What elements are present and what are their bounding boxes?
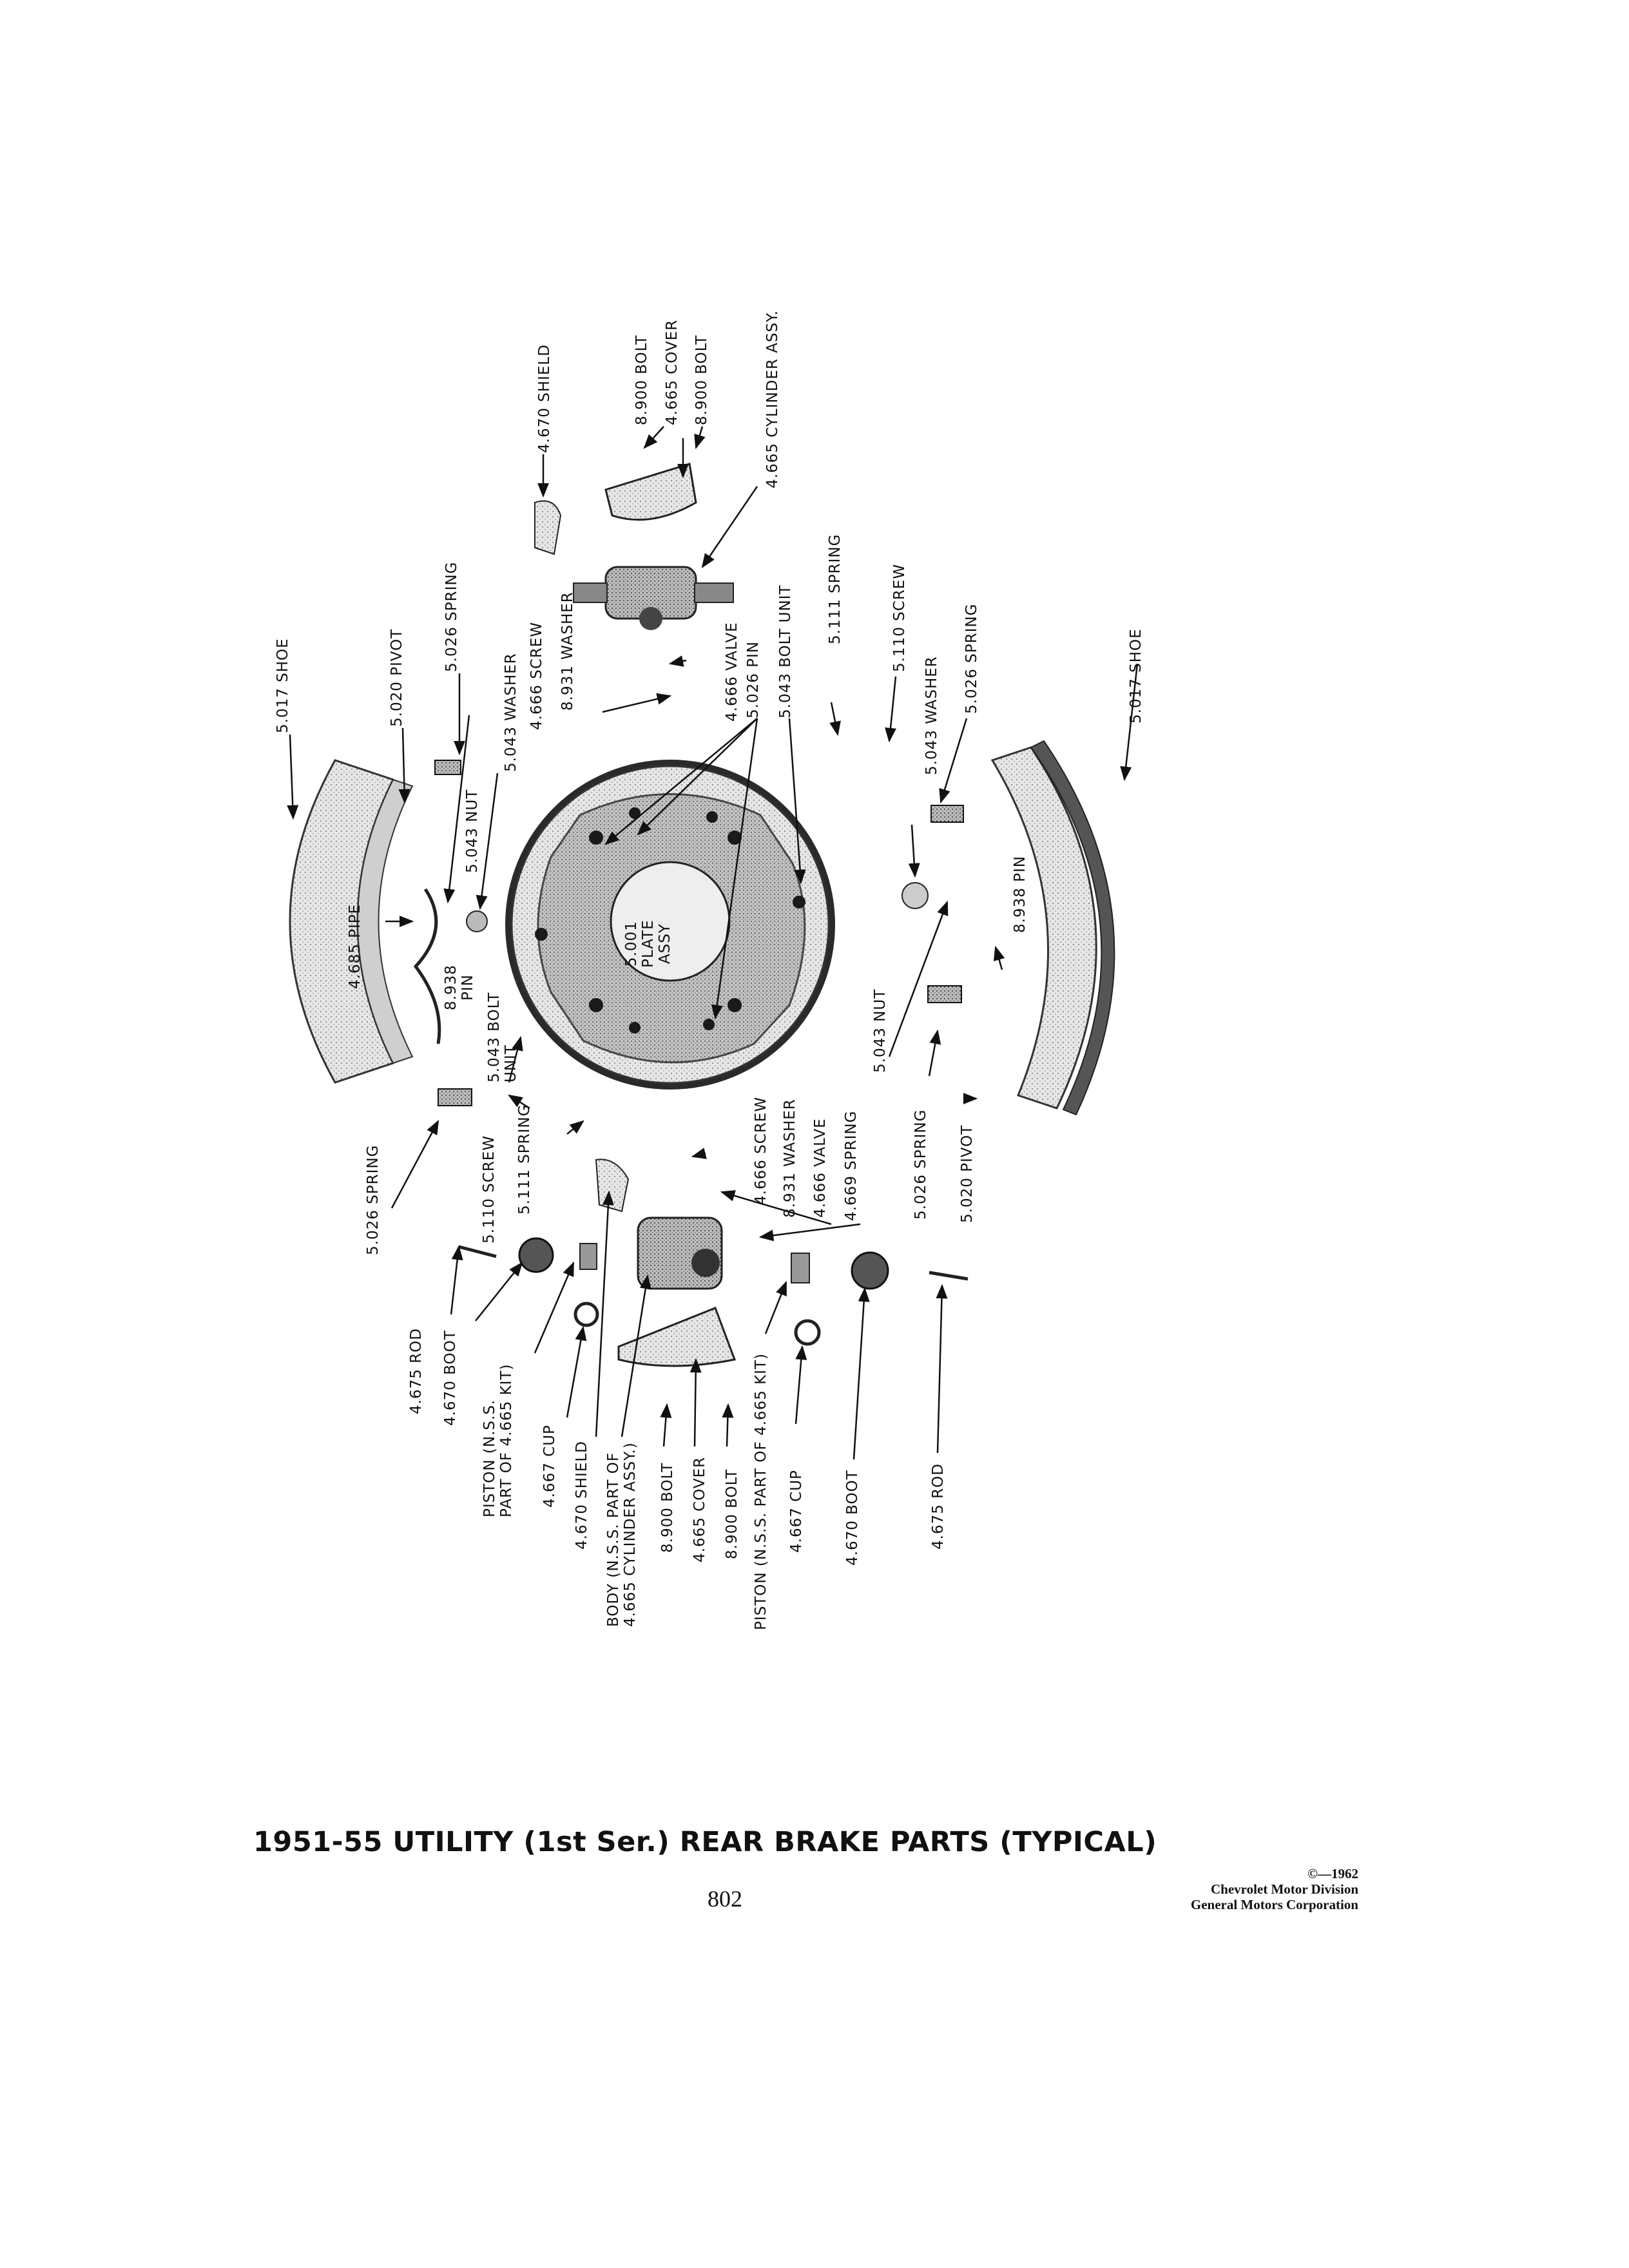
label-body-line2: 4.665 CYLINDER ASSY.) <box>621 1442 639 1627</box>
label-pivot-bottom-right: 5.020 PIVOT <box>959 1124 976 1223</box>
label-cup-left: 4.667 CUP <box>541 1425 558 1508</box>
label-rod-left: 4.675 ROD <box>408 1328 425 1414</box>
label-bolt-unit-left-line2: UNIT <box>502 1044 519 1082</box>
label-washer-top: 8.931 WASHER <box>559 591 576 711</box>
copyright-corporation: General Motors Corporation <box>1190 1897 1358 1913</box>
label-screw-bottom: 4.666 SCREW <box>753 1096 769 1205</box>
label-washer-5043-left: 5.043 WASHER <box>503 653 519 772</box>
bottom-shield-part <box>596 1159 628 1211</box>
label-plate-num: 5.001 <box>623 921 640 967</box>
label-valve-bottom: 4.666 VALVE <box>812 1118 829 1218</box>
label-shoe-left: 5.017 SHOE <box>275 638 291 733</box>
page-number: 802 <box>708 1886 742 1912</box>
copyright-year: ©—1962 <box>1307 1866 1358 1881</box>
label-nut-5043-right: 5.043 NUT <box>872 988 889 1073</box>
label-spring-4669: 4.669 SPRING <box>843 1110 860 1221</box>
top-shield-part <box>535 501 561 555</box>
label-body-line1: BODY (N.S.S. PART OF <box>605 1452 622 1627</box>
label-plate-assy-word: ASSY <box>656 923 673 965</box>
label-pipe: 4.685 PIPE <box>347 903 363 989</box>
label-pivot-top-left: 5.020 PIVOT <box>389 628 405 727</box>
label-cylinder-assy-top: 4.665 CYLINDER ASSY. <box>764 310 781 488</box>
label-cover-bottom: 4.665 COVER <box>691 1456 708 1562</box>
label-pin-8938-left <box>443 965 477 1010</box>
label-pin-526: 5.026 PIN <box>745 640 762 718</box>
label-cup-right: 4.667 CUP <box>788 1470 805 1553</box>
right-brake-shoe <box>992 741 1114 1115</box>
label-rod-right: 4.675 ROD <box>930 1463 947 1550</box>
label-bolt-unit-left-line1: 5.043 BOLT <box>486 992 503 1082</box>
label-spring-bottom-right: 5.026 SPRING <box>912 1109 929 1220</box>
page-title: 1951-55 UTILITY (1st Ser.) REAR BRAKE PARTS (TYPICAL) <box>253 1826 1157 1858</box>
label-bolt-unit-top-right: 5.043 BOLT UNIT <box>777 584 794 718</box>
label-piston-left <box>482 1364 516 1518</box>
label-cover-top: 4.665 COVER <box>664 319 680 425</box>
label-spring-5111-top-right: 5.111 SPRING <box>827 533 843 644</box>
label-screw-5110-top-right: 5.110 SCREW <box>891 563 908 672</box>
bottom-wheel-cylinder <box>638 1218 722 1289</box>
label-washer-bottom: 8.931 WASHER <box>782 1099 798 1218</box>
label-bolt-top-2: 8.900 BOLT <box>693 334 710 425</box>
label-screw-top: 4.666 SCREW <box>528 621 545 730</box>
label-spring-5111-bottom-left: 5.111 SPRING <box>516 1104 533 1215</box>
label-spring-top-left: 5.026 SPRING <box>443 561 460 672</box>
label-nut-5043-left: 5.043 NUT <box>464 789 481 873</box>
label-boot-left: 4.670 BOOT <box>442 1330 459 1426</box>
label-shoe-right: 5.017 SHOE <box>1128 628 1144 724</box>
label-piston-left-line1: PISTON (N.S.S. <box>481 1399 498 1517</box>
label-screw-5110-bottom-left: 5.110 SCREW <box>481 1135 497 1244</box>
bottom-cylinder-cover <box>619 1308 735 1366</box>
label-shield-top: 4.670 SHIELD <box>536 344 553 453</box>
label-piston-left-line2: PART OF 4.665 KIT) <box>497 1363 515 1517</box>
copyright-notice <box>1083 1866 1358 1912</box>
copyright-division: Chevrolet Motor Division <box>1210 1881 1358 1898</box>
label-pin-8938-left-num: 8.938 <box>443 965 459 1010</box>
label-washer-5043-right: 5.043 WASHER <box>923 656 940 775</box>
label-boot-right: 4.670 BOOT <box>844 1470 861 1566</box>
label-spring-bottom-left: 5.026 SPRING <box>365 1144 381 1255</box>
label-body <box>606 1442 639 1627</box>
label-plate-assy <box>624 919 673 968</box>
label-shield-bottom: 4.670 SHIELD <box>574 1441 590 1550</box>
label-piston-right: PISTON (N.S.S. PART OF 4.665 KIT) <box>753 1352 769 1630</box>
label-pin-8938-left-word: PIN <box>459 974 476 1001</box>
label-bolt-top-1: 8.900 BOLT <box>633 334 650 425</box>
label-plate-word: PLATE <box>639 919 657 968</box>
label-spring-top-right: 5.026 SPRING <box>963 603 980 714</box>
label-pin-8938-right: 8.938 PIN <box>1012 855 1028 933</box>
label-bolt-unit-left <box>487 992 520 1082</box>
label-bolt-bottom-2: 8.900 BOLT <box>724 1468 740 1559</box>
label-bolt-bottom-1: 8.900 BOLT <box>659 1462 676 1553</box>
top-wheel-cylinder <box>574 567 733 630</box>
label-valve-top: 4.666 VALVE <box>724 622 740 722</box>
